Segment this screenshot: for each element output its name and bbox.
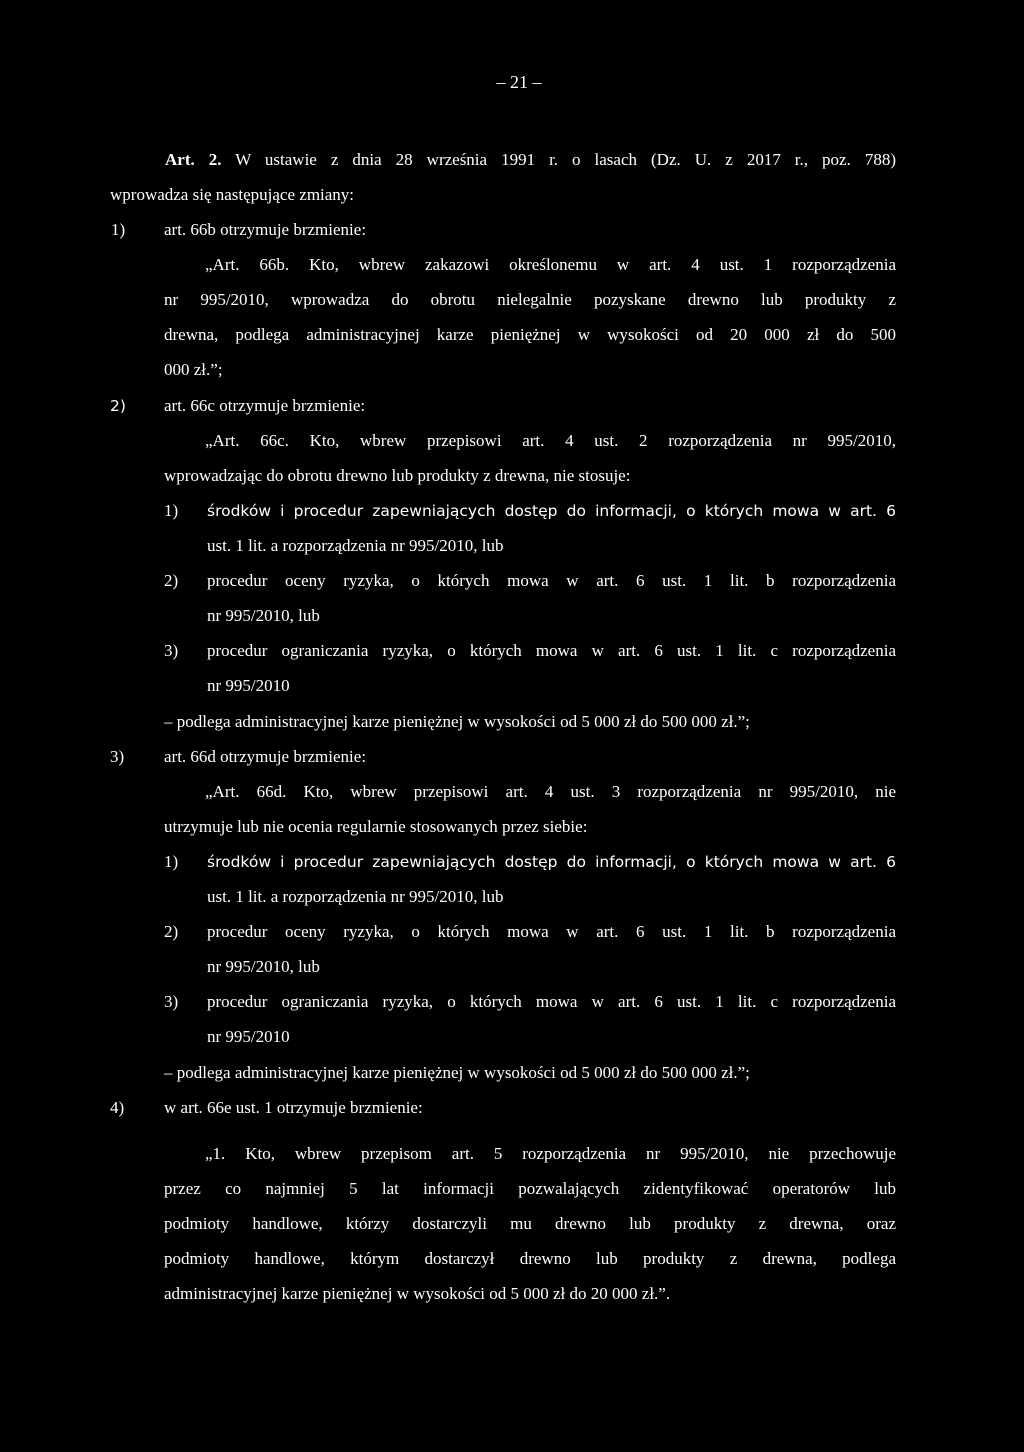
article-label: Art. 2. bbox=[165, 150, 222, 169]
item-3-sub-1-line-2: ust. 1 lit. a rozporządzenia nr 995/2010, lub bbox=[207, 887, 504, 906]
item-4-quote-line-1: „1. Kto, wbrew przepisom art. 5 rozporządzenia nr 995/2010, nie przechowuje bbox=[205, 1144, 896, 1163]
item-2-closing: – podlega administracyjnej karze pieniężnej w wysokości od 5 000 zł do 500 000 zł.”; bbox=[164, 712, 750, 731]
item-2-sub-1-line-2: ust. 1 lit. a rozporządzenia nr 995/2010, lub bbox=[207, 536, 504, 555]
item-3-sub-2-line-1: procedur oceny ryzyka, o których mowa w art. 6 ust. 1 lit. b rozporządzenia bbox=[207, 922, 896, 941]
item-1-quote-line-4: 000 zł.”; bbox=[164, 360, 223, 379]
item-3-sub-3-number: 3) bbox=[164, 992, 179, 1011]
item-3-closing: – podlega administracyjnej karze pieniężnej w wysokości od 5 000 zł do 500 000 zł.”; bbox=[164, 1063, 750, 1082]
item-4-quote-line-4: podmioty handlowe, którym dostarczył drewno lub produkty z drewna, podlega bbox=[164, 1249, 896, 1268]
item-4-quote-line-2: przez co najmniej 5 lat informacji pozwalających zidentyfikować operatorów lub bbox=[164, 1179, 896, 1198]
item-3-number: 3) bbox=[110, 747, 125, 766]
item-2-quote-line-2: wprowadzając do obrotu drewno lub produkty z drewna, nie stosuje: bbox=[164, 466, 631, 485]
page-number: – 21 – bbox=[496, 72, 542, 92]
item-1-number: 1) bbox=[111, 220, 126, 239]
item-1-text: art. 66b otrzymuje brzmienie: bbox=[164, 220, 367, 239]
item-3-quote-line-1: „Art. 66d. Kto, wbrew przepisowi art. 4 ust. 3 rozporządzenia nr 995/2010, nie bbox=[205, 782, 896, 801]
item-3-sub-1-number: 1) bbox=[164, 852, 179, 871]
item-3-sub-2-number: 2) bbox=[164, 922, 179, 941]
item-2-sub-3-number: 3) bbox=[164, 641, 179, 660]
item-1-quote-line-1: „Art. 66b. Kto, wbrew zakazowi określonemu w art. 4 ust. 1 rozporządzenia bbox=[205, 255, 896, 274]
item-4-quote-line-5: administracyjnej karze pieniężnej w wysokości od 5 000 zł do 20 000 zł.”. bbox=[164, 1284, 671, 1303]
item-4-quote-line-3: podmioty handlowe, którzy dostarczyli mu drewno lub produkty z drewna, oraz bbox=[164, 1214, 896, 1233]
item-2-number: 2) bbox=[110, 397, 126, 415]
item-2-quote-line-1: „Art. 66c. Kto, wbrew przepisowi art. 4 ust. 2 rozporządzenia nr 995/2010, bbox=[205, 431, 896, 450]
item-3-text: art. 66d otrzymuje brzmienie: bbox=[164, 747, 367, 766]
article-intro-line-2: wprowadza się następujące zmiany: bbox=[110, 185, 355, 204]
item-4-text: w art. 66e ust. 1 otrzymuje brzmienie: bbox=[164, 1098, 423, 1117]
article-intro-line-1 bbox=[165, 148, 896, 172]
item-3-sub-3-line-1: procedur ograniczania ryzyka, o których mowa w art. 6 ust. 1 lit. c rozporządzenia bbox=[207, 992, 896, 1011]
item-2-sub-3-line-1: procedur ograniczania ryzyka, o których mowa w art. 6 ust. 1 lit. c rozporządzenia bbox=[207, 641, 896, 660]
item-2-sub-1-line-1: środków i procedur zapewniających dostęp do informacji, o których mowa w art. 6 bbox=[207, 502, 896, 520]
item-2-sub-1-number: 1) bbox=[164, 501, 179, 520]
item-2-text: art. 66c otrzymuje brzmienie: bbox=[164, 396, 366, 415]
item-1-quote-line-2: nr 995/2010, wprowadza do obrotu nielegalnie pozyskane drewno lub produkty z bbox=[164, 290, 896, 309]
item-3-sub-2-line-2: nr 995/2010, lub bbox=[207, 957, 320, 976]
item-2-sub-2-line-1: procedur oceny ryzyka, o których mowa w art. 6 ust. 1 lit. b rozporządzenia bbox=[207, 571, 896, 590]
item-3-quote-line-2: utrzymuje lub nie ocenia regularnie stosowanych przez siebie: bbox=[164, 817, 588, 836]
item-2-sub-2-number: 2) bbox=[164, 571, 179, 590]
article-intro-text: W ustawie z dnia 28 września 1991 r. o lasach (Dz. U. z 2017 r., poz. 788) bbox=[235, 150, 896, 169]
item-1-quote-line-3: drewna, podlega administracyjnej karze pieniężnej w wysokości od 20 000 zł do 500 bbox=[164, 325, 896, 344]
item-4-number: 4) bbox=[110, 1098, 125, 1117]
item-2-sub-3-line-2: nr 995/2010 bbox=[207, 676, 290, 695]
item-3-sub-1-line-1: środków i procedur zapewniających dostęp do informacji, o których mowa w art. 6 bbox=[207, 853, 896, 871]
item-2-sub-2-line-2: nr 995/2010, lub bbox=[207, 606, 320, 625]
item-3-sub-3-line-2: nr 995/2010 bbox=[207, 1027, 290, 1046]
